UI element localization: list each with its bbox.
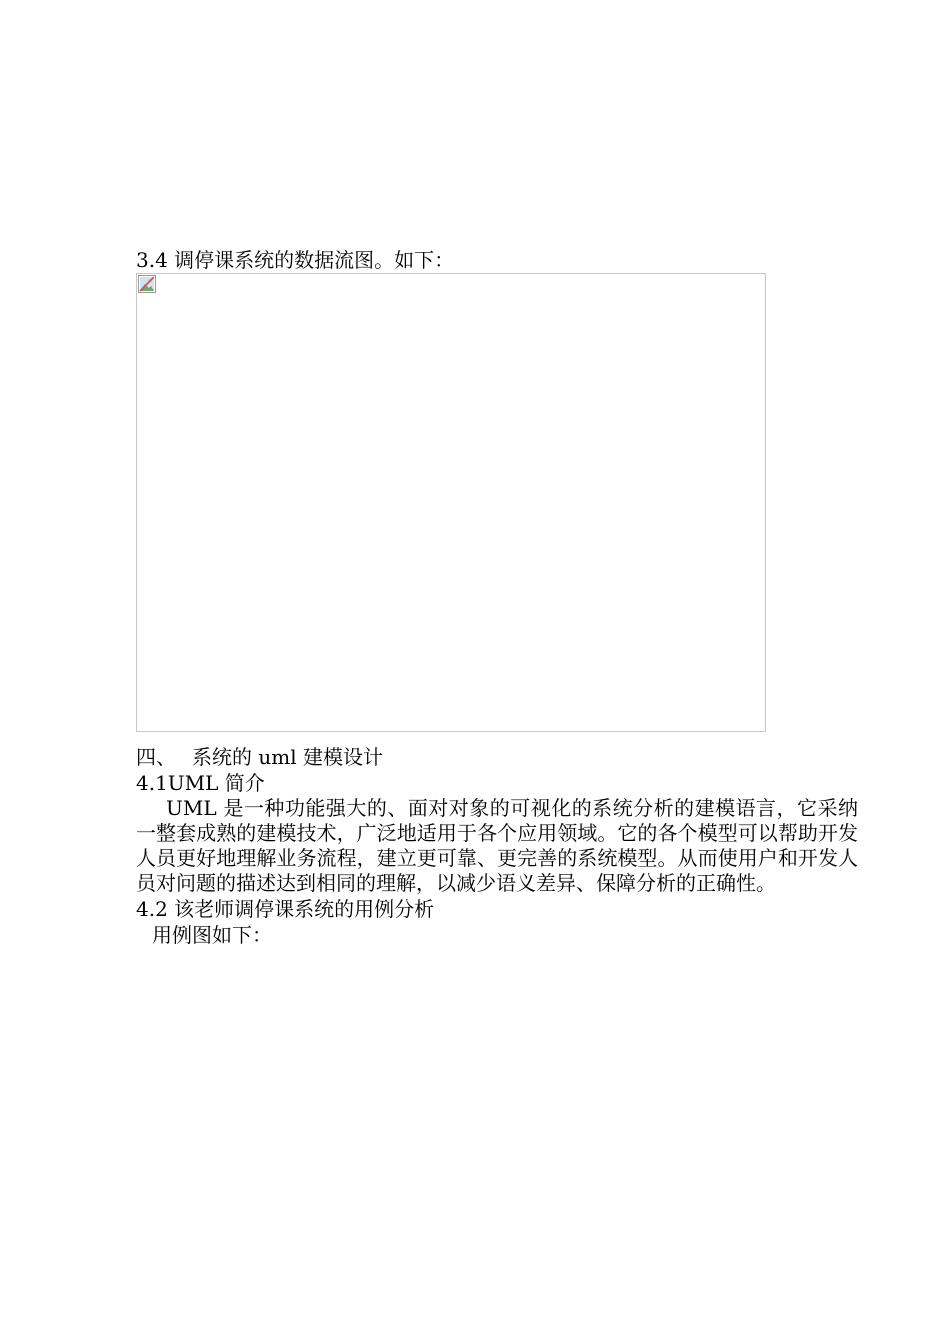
section-4-2-caption: 用例图如下：: [152, 923, 272, 947]
section-4-1-title: 4.1UML 简介: [136, 771, 265, 795]
section-4-1-paragraph: UML 是一种功能强大的、面对对象的可视化的系统分析的建模语言，它采纳一整套成熟的建模技术，广泛地适用于各个应用领域。它的各个模型可以帮助开发人员更好地理解业务流程，建立更可靠、更完善的系统模型。从而使用户和开发人员对问题的描述达到相同的理解，以减少语义差异、保障分析的正确性。: [136, 796, 858, 895]
section-4-title: 系统的 uml 建模设计: [192, 745, 383, 769]
section-4-2-title: 4.2 该老师调停课系统的用例分析: [136, 897, 435, 921]
section-3-4-caption: 3.4 调停课系统的数据流图。如下：: [136, 248, 455, 272]
data-flow-diagram-placeholder: [136, 273, 766, 732]
document-body: [136, 247, 860, 948]
section-4-number: 四、: [136, 745, 176, 769]
broken-image-icon: [138, 275, 156, 293]
section-4-heading: [136, 744, 860, 770]
